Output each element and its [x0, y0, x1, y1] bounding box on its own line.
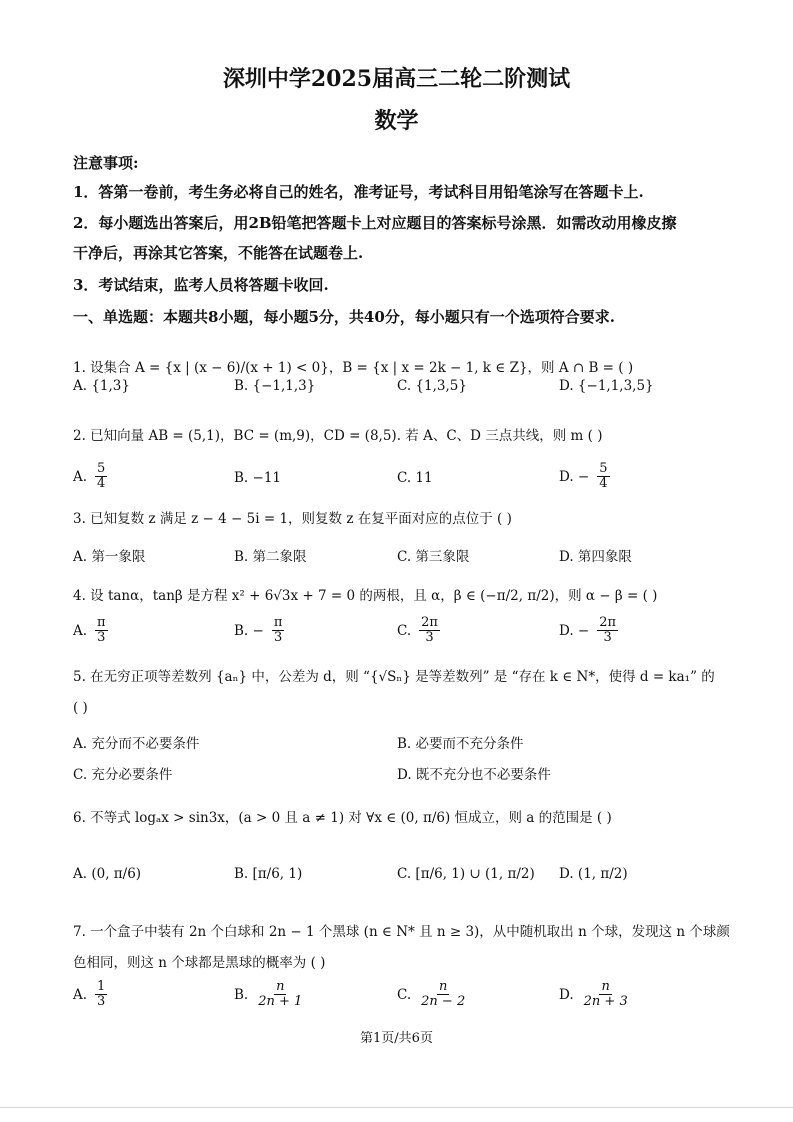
q4-option-a-label: A.	[73, 622, 88, 639]
question-5-stem-cont: ( )	[73, 700, 88, 716]
frac-num: 2π	[421, 615, 438, 630]
question-5-stem: 5. 在无穷正项等差数列 {aₙ} 中，公差为 d，则 “{√Sₙ} 是等差数列” 是 “存在 k ∈ N*，使得 d = ka₁” 的	[73, 669, 715, 685]
q4-option-c	[397, 616, 440, 646]
q5-option-d: D. 既不充分也不必要条件	[397, 767, 551, 783]
q7-option-d-label: D.	[559, 986, 574, 1003]
q1-option-a: A. {1,3}	[73, 378, 130, 394]
section-heading: 一、单选题：本题共8小题，每小题5分，共40分，每小题只有一个选项符合要求.	[73, 308, 615, 326]
q7-option-d-fraction	[582, 980, 630, 1010]
q2-option-c: C. 11	[397, 470, 433, 486]
frac-num: π	[97, 615, 106, 630]
bottom-divider	[0, 1107, 793, 1108]
q4-option-d	[559, 616, 618, 646]
q7-option-b-label: B.	[234, 986, 249, 1003]
frac-num: n	[438, 979, 448, 994]
page-footer: 第1页/共6页	[360, 1031, 433, 1046]
note-2-cont: 干净后，再涂其它答案，不能答在试题卷上.	[73, 244, 364, 262]
frac-den: 3	[603, 630, 612, 646]
q2-option-d	[559, 462, 610, 492]
page-title: 深圳中学2025届高三二轮二阶测试	[222, 66, 571, 92]
q4-option-a	[73, 616, 108, 646]
notes-heading: 注意事项:	[73, 154, 139, 172]
q7-option-b-fraction	[256, 980, 304, 1010]
q3-option-a: A. 第一象限	[73, 549, 146, 565]
frac-num: n	[601, 979, 610, 994]
q7-option-c-fraction	[419, 980, 467, 1010]
q1-option-b: B. {−1,1,3}	[234, 378, 316, 394]
question-7-stem: 7. 一个盒子中装有 2n 个白球和 2n − 1 个黑球 (n ∈ N* 且 n ≥ 3)，从中随机取出 n 个球，发现这 n 个球颜	[73, 924, 730, 940]
q5-option-a: A. 充分而不必要条件	[73, 736, 200, 752]
q2-option-d-fraction	[597, 462, 609, 492]
frac-den: 3	[273, 630, 283, 646]
q6-option-a: A. (0, π/6)	[73, 866, 142, 882]
q4-option-c-label: C.	[397, 622, 412, 639]
frac-num: n	[276, 979, 285, 994]
q4-option-d-label: D. −	[559, 622, 590, 639]
frac-num: 2π	[599, 615, 617, 630]
q2-option-d-label: D. −	[559, 468, 590, 485]
question-1-stem: 1. 设集合 A = {x | (x − 6)/(x + 1) < 0}，B = {x | x = 2k − 1, k ∈ Z}，则 A ∩ B = ( )	[73, 360, 634, 376]
frac-den: 3	[97, 630, 106, 646]
q6-option-b: B. [π/6, 1)	[234, 866, 303, 882]
q2-option-a-fraction	[95, 462, 107, 492]
question-2-stem: 2. 已知向量 AB = (5,1)，BC = (m,9)，CD = (8,5). 若 A、C、D 三点共线，则 m ( )	[73, 428, 603, 444]
note-3: 3．考试结束，监考人员将答题卡收回.	[73, 276, 329, 294]
q3-option-b: B. 第二象限	[234, 549, 307, 565]
q5-option-c: C. 充分必要条件	[73, 767, 173, 783]
frac-den: 4	[599, 476, 608, 492]
q7-option-a	[73, 980, 107, 1010]
q7-option-a-fraction	[95, 980, 107, 1010]
q2-option-a	[73, 462, 107, 492]
note-2: 2．每小题选出答案后，用2B铅笔把答题卡上对应题目的答案标号涂黑．如需改动用橡皮擦	[73, 214, 677, 232]
q1-option-c: C. {1,3,5}	[397, 378, 467, 394]
q5-option-b: B. 必要而不充分条件	[397, 736, 524, 752]
frac-num: 5	[599, 461, 608, 476]
q1-option-d: D. {−1,1,3,5}	[559, 378, 654, 394]
frac-num: 1	[97, 979, 106, 994]
q3-option-c: C. 第三象限	[397, 549, 470, 565]
subject-title: 数学	[374, 108, 419, 134]
question-4-stem: 4. 设 tanα，tanβ 是方程 x² + 6√3x + 7 = 0 的两根，且 α，β ∈ (−π/2, π/2)，则 α − β = ( )	[73, 588, 658, 604]
frac-den: 4	[97, 476, 106, 492]
q4-option-a-fraction	[95, 616, 108, 646]
frac-den: 2n − 2	[421, 994, 466, 1010]
q4-option-c-fraction	[419, 616, 440, 646]
q4-option-b	[234, 616, 284, 646]
q3-option-d: D. 第四象限	[559, 549, 632, 565]
note-1: 1．答第一卷前，考生务必将自己的姓名，准考证号，考试科目用铅笔涂写在答题卡上.	[73, 183, 644, 201]
q2-option-b: B. −11	[234, 470, 281, 486]
q7-option-d	[559, 980, 630, 1010]
q6-option-d: D. (1, π/2)	[559, 866, 628, 882]
frac-den: 3	[425, 630, 434, 646]
frac-den: 2n + 3	[583, 994, 628, 1010]
q7-option-b	[234, 980, 304, 1010]
q4-option-d-fraction	[597, 616, 618, 646]
question-7-stem-cont: 色相同，则这 n 个球都是黑球的概率为 ( )	[73, 955, 326, 971]
q4-option-b-fraction	[272, 616, 285, 646]
q6-option-c: C. [π/6, 1) ∪ (1, π/2)	[397, 866, 535, 882]
q4-option-b-label: B. −	[234, 622, 264, 639]
q7-option-a-label: A.	[73, 986, 88, 1003]
frac-num: π	[273, 615, 283, 630]
frac-den: 2n + 1	[258, 994, 303, 1010]
q7-option-c-label: C.	[397, 986, 412, 1003]
q7-option-c	[397, 980, 467, 1010]
frac-num: 5	[97, 461, 106, 476]
q2-option-a-label: A.	[73, 468, 88, 485]
question-6-stem: 6. 不等式 logₐx > sin3x，(a > 0 且 a ≠ 1) 对 ∀x ∈ (0, π/6) 恒成立，则 a 的范围是 ( )	[73, 810, 612, 826]
question-3-stem: 3. 已知复数 z 满足 z − 4 − 5i = 1，则复数 z 在复平面对应的点位于 ( )	[73, 511, 512, 527]
frac-den: 3	[97, 994, 106, 1010]
